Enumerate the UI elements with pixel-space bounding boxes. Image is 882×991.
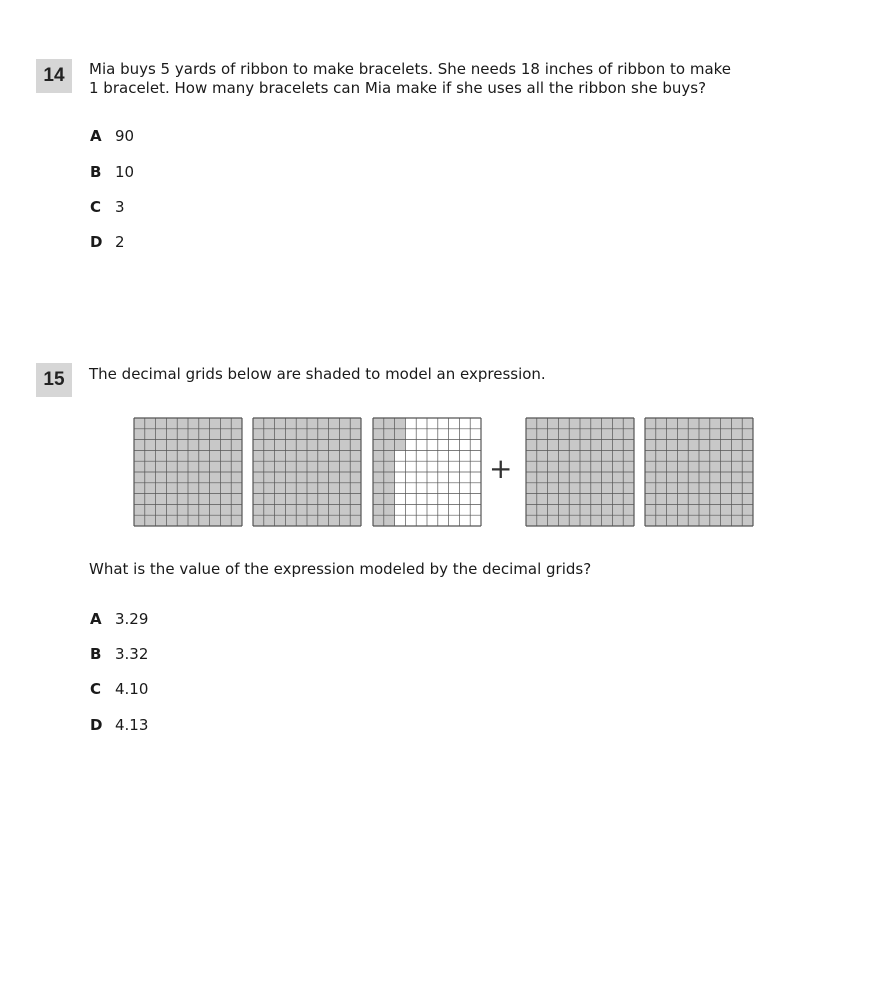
q15-choice-d[interactable] [90,716,148,735]
q15-choice-b[interactable] [90,645,148,664]
q15-choice-c-text: 4.10 [115,680,149,698]
q15-choice-c-letter: C [90,680,102,698]
q14-choice-d-letter: D [90,233,103,251]
decimal-grids-svg [133,417,763,527]
q14-choice-c[interactable] [90,198,125,217]
plus-sign: + [489,452,513,485]
q15-choice-a[interactable] [90,610,148,629]
decimal-grid-3 [373,418,481,526]
question-15-stem: The decimal grids below are shaded to model an expression. [89,365,546,383]
q14-choice-d[interactable] [90,233,125,252]
q14-choice-a-letter: A [90,127,102,145]
q15-choice-b-text: 3.32 [115,645,149,663]
decimal-grid-5 [645,418,753,526]
q15-choice-a-letter: A [90,610,102,628]
q14-choice-d-text: 2 [115,233,125,251]
q15-choice-d-text: 4.13 [115,716,149,734]
shaded-partial-column [395,418,406,450]
q14-choice-b-text: 10 [115,163,135,181]
q15-choice-d-letter: D [90,716,103,734]
q15-choice-b-letter: B [90,645,102,663]
question-14-stem [89,60,789,98]
question-number-15: 15 [36,363,72,397]
q14-choice-c-letter: C [90,198,102,216]
decimal-grid-1 [134,418,242,526]
question-number-14: 14 [36,59,72,93]
q14-choice-a[interactable] [90,127,134,146]
decimal-grid-2 [253,418,361,526]
question-14-stem-line-2: 1 bracelet. How many bracelets can Mia make if she uses all the ribbon she buys? [89,79,707,97]
question-14-stem-line-1: Mia buys 5 yards of ribbon to make bracelets. She needs 18 inches of ribbon to make [89,60,732,78]
question-15-prompt: What is the value of the expression modeled by the decimal grids? [89,560,592,578]
decimal-grid-4 [526,418,634,526]
q14-choice-b-letter: B [90,163,102,181]
q15-choice-c[interactable] [90,680,148,699]
q15-choice-a-text: 3.29 [115,610,149,628]
decimal-grids-figure [133,417,763,527]
q14-choice-a-text: 90 [115,127,135,145]
q14-choice-c-text: 3 [115,198,125,216]
q14-choice-b[interactable] [90,163,134,182]
